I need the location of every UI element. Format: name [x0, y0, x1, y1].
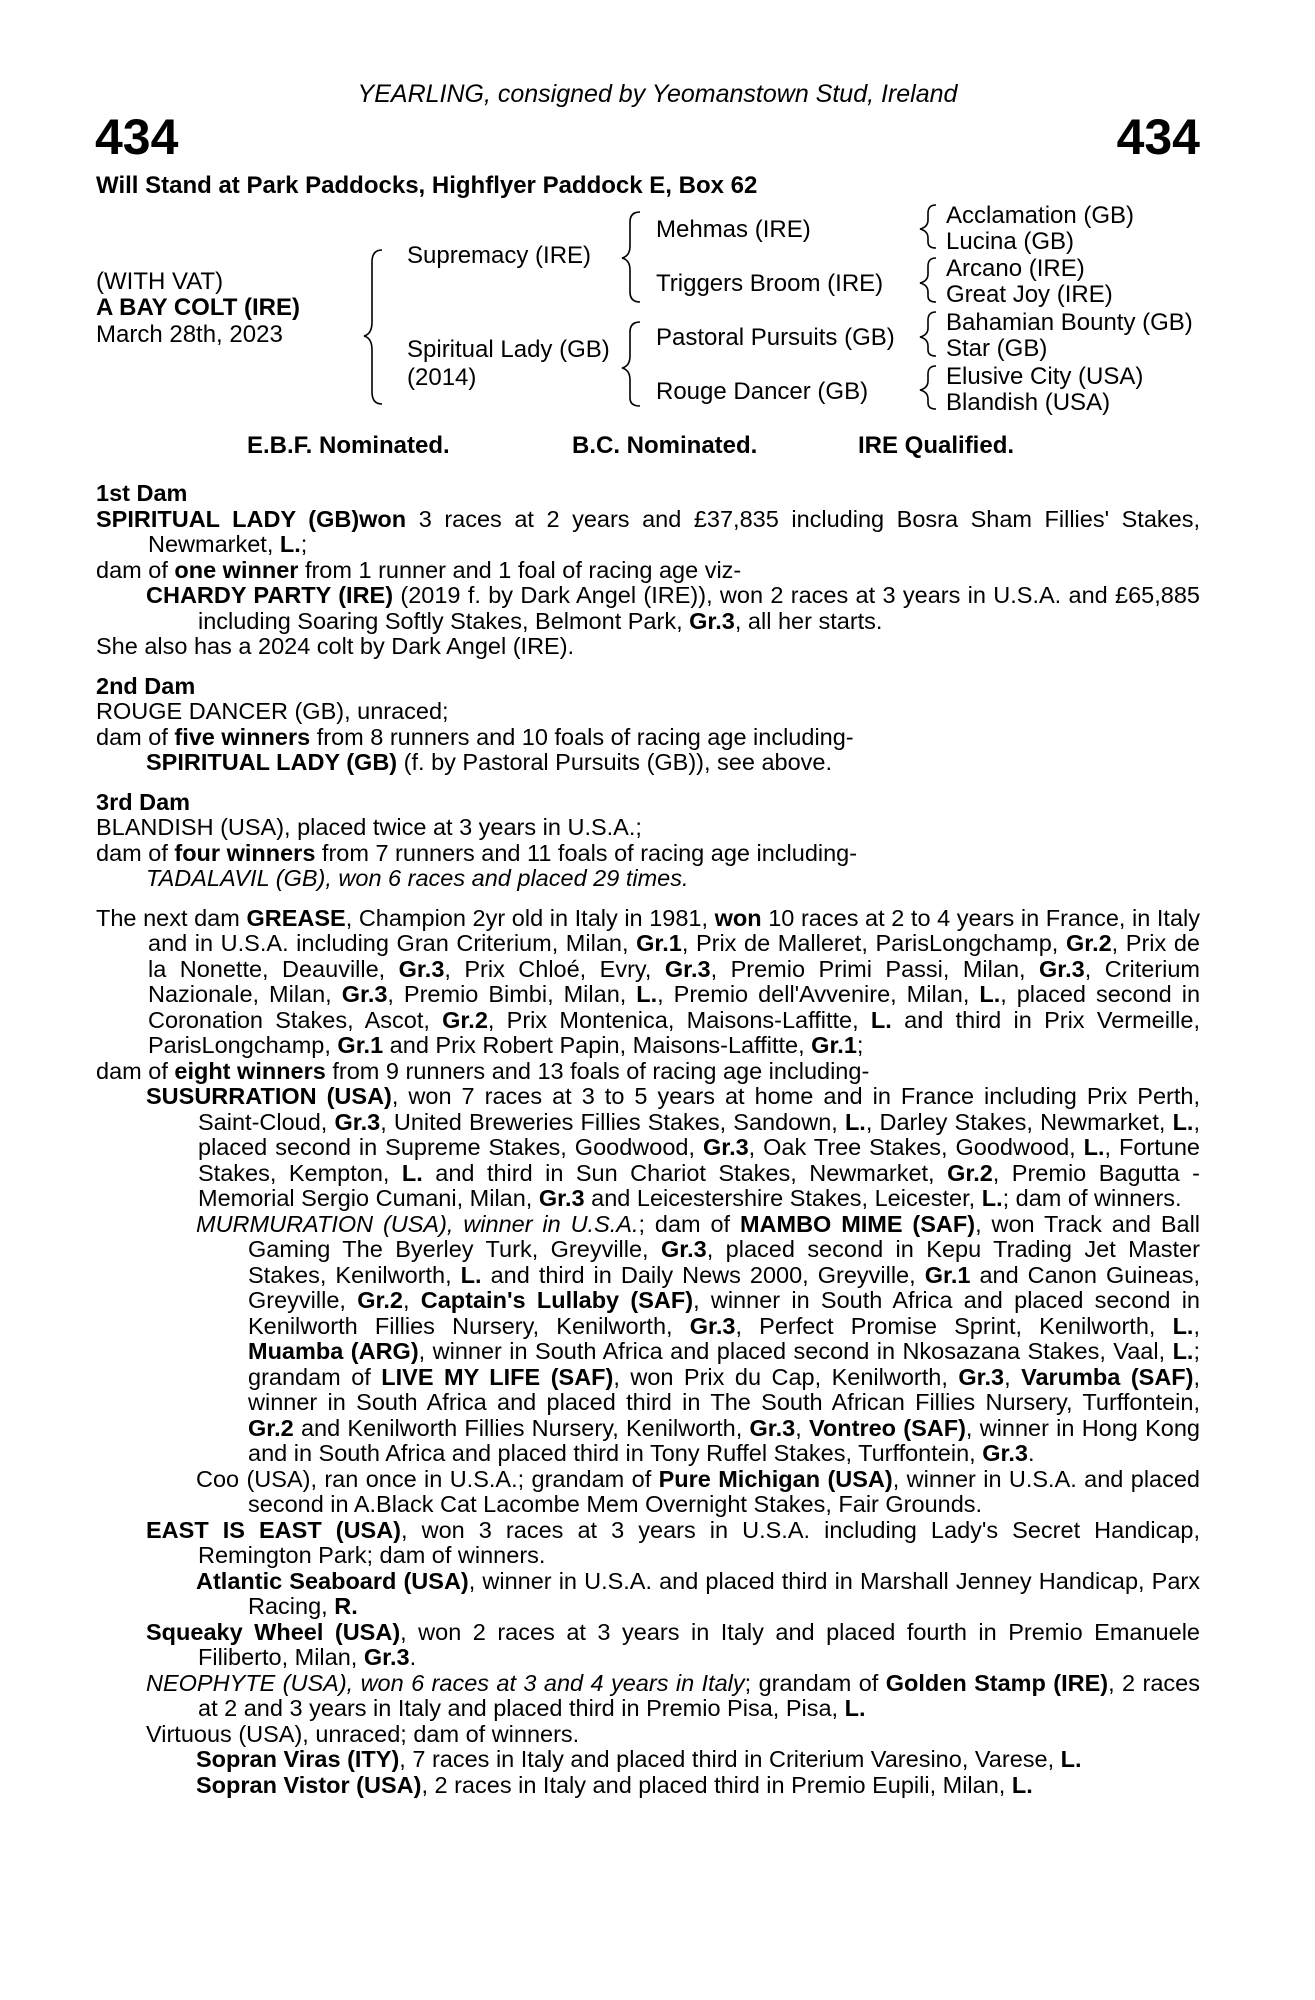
dam-name: Spiritual Lady (GB): [407, 336, 610, 363]
horse-name: Sopran Viras (ITY): [196, 1746, 400, 1772]
stabling-location: Will Stand at Park Paddocks, Highflyer Paddock E, Box 62: [96, 172, 758, 199]
ancestor-3: Arcano (IRE): [946, 255, 1085, 282]
lot-number-right: 434: [1116, 109, 1200, 165]
produce-entry: EAST IS EAST (USA), won 3 races at 3 years in U.S.A. including Lady's Secret Handicap, Remington Park; dam of winners.: [146, 1516, 1200, 1568]
ancestor-5: Bahamian Bounty (GB): [946, 309, 1193, 336]
lot-number-left: 434: [95, 109, 179, 165]
ancestor-2: Lucina (GB): [946, 228, 1075, 255]
produce-entry: Squeaky Wheel (USA), won 2 races at 3 years in Italy and placed fourth in Premio Emanuele Filiberto, Milan, Gr.3.: [146, 1618, 1200, 1670]
dam-dam: Rouge Dancer (GB): [656, 378, 869, 405]
ancestor-4: Great Joy (IRE): [946, 281, 1113, 308]
second-dam-produce-summary: dam of five winners from 8 runners and 10 foals of racing age including-: [96, 723, 854, 750]
produce-entry: Coo (USA), ran once in U.S.A.; grandam of Pure Michigan (USA), winner in U.S.A. and placed second in A.Black Cat Lacombe Mem Overnight Stakes, Fair Grounds.: [196, 1465, 1200, 1517]
next-dam-section: [96, 906, 1200, 1799]
first-dam-note: She also has a 2024 colt by Dark Angel (IRE).: [96, 633, 575, 659]
produce-entry: CHARDY PARTY (IRE) (2019 f. by Dark Angel (IRE)), won 2 races at 3 years in U.S.A. and £65,885 including Soaring Softly Stakes, Belmont Park, Gr.3, all her starts.: [146, 582, 1200, 634]
horse-name: CHARDY PARTY (IRE): [146, 582, 394, 608]
ebf-nominated: E.B.F. Nominated.: [247, 432, 450, 459]
sire-sire: Mehmas (IRE): [656, 216, 811, 243]
sire-name: Supremacy (IRE): [407, 242, 592, 269]
horse-name: NEOPHYTE (USA), won 6 races at 3 and 4 years in Italy: [146, 1669, 745, 1696]
first-dam-produce-summary: dam of one winner from 1 runner and 1 foal of racing age viz-: [96, 556, 742, 583]
produce-entry: SUSURRATION (USA), won 7 races at 3 to 5 years at home and in France including Prix Perth, Saint-Cloud, Gr.3, United Breweries Fillies Stakes, Sandown, L., Darley Stakes, Newmarket, L., placed second in Supreme Stakes, Goodwood, Gr.3, Oak Tree Stakes, Goodwood, L., Fortune Stakes, Kempton, L. and third in Sun Chariot Stakes, Newmarket, Gr.2, Premio Bagutta - Memorial Sergio Cumani, Milan, Gr.3 and Leicestershire Stakes, Leicester, L.; dam of winners.: [146, 1083, 1201, 1211]
horse-name: Sopran Vistor (USA): [196, 1771, 422, 1798]
produce-entry: Atlantic Seaboard (USA), winner in U.S.A. and placed third in Marshall Jenney Handicap, Parx Racing, R.: [196, 1567, 1200, 1619]
ire-qualified: IRE Qualified.: [858, 432, 1015, 459]
horse-name: SPIRITUAL LADY (GB): [96, 505, 360, 532]
produce-entry: Virtuous (USA), unraced; dam of winners.: [146, 1720, 580, 1747]
ancestor-8: Blandish (USA): [946, 389, 1111, 416]
produce-entry: NEOPHYTE (USA), won 6 races at 3 and 4 years in Italy; grandam of Golden Stamp (IRE), 2 races at 2 and 3 years in Italy and placed third in Premio Pisa, Pisa, L.: [146, 1669, 1200, 1721]
next-dam-produce-summary: dam of eight winners from 9 runners and 13 foals of racing age including-: [96, 1057, 870, 1084]
third-dam-section: [96, 790, 1200, 892]
horse-name: Squeaky Wheel (USA): [146, 1618, 401, 1645]
consignor-line: YEARLING, consigned by Yeomanstown Stud, Ireland: [357, 80, 958, 108]
sire-dam: Triggers Broom (IRE): [656, 270, 884, 297]
horse-name: MURMURATION (USA), winner in U.S.A.: [196, 1210, 639, 1237]
first-dam-section: [96, 481, 1200, 660]
horse-name: SUSURRATION (USA): [146, 1083, 392, 1109]
vat-note: (WITH VAT): [96, 268, 224, 295]
produce-entry: TADALAVIL (GB), won 6 races and placed 29 times.: [146, 865, 689, 891]
foaling-date: March 28th, 2023: [96, 321, 283, 348]
second-dam-heading: 2nd Dam: [96, 672, 196, 699]
produce-entry: Sopran Vistor (USA), 2 races in Italy and placed third in Premio Eupili, Milan, L.: [196, 1771, 1033, 1798]
horse-name: SPIRITUAL LADY (GB): [146, 749, 398, 775]
produce-entry: Sopran Viras (ITY), 7 races in Italy and placed third in Criterium Varesino, Varese, L.: [196, 1746, 1082, 1772]
lot-title: A BAY COLT (IRE): [96, 294, 301, 321]
bc-nominated: B.C. Nominated.: [572, 432, 758, 459]
ancestor-6: Star (GB): [946, 335, 1048, 362]
third-dam-produce-summary: dam of four winners from 7 runners and 11 foals of racing age including-: [96, 839, 858, 866]
horse-name: EAST IS EAST (USA): [146, 1516, 402, 1543]
next-dam-record: The next dam GREASE, Champion 2yr old in Italy in 1981, won 10 races at 2 to 4 years in France, in Italy and in U.S.A. including Gran Criterium, Milan, Gr.1, Prix de Malleret, ParisLongchamp, Gr.2, Prix de la Nonette, Deauville, Gr.3, Prix Chloé, Evry, Gr.3, Premio Primi Passi, Milan, Gr.3, Criterium Nazionale, Milan, Gr.3, Premio Bimbi, Milan, L., Premio dell'Avvenire, Milan, L., placed second in Coronation Stakes, Ascot, Gr.2, Prix Montenica, Maisons-Laffitte, L. and third in Prix Vermeille, ParisLongchamp, Gr.1 and Prix Robert Papin, Maisons-Laffitte, Gr.1;: [96, 904, 1201, 1058]
ancestor-1: Acclamation (GB): [946, 202, 1135, 229]
horse-name: GREASE: [246, 904, 346, 931]
dam-year: (2014): [407, 364, 477, 391]
horse-name: Atlantic Seaboard (USA): [196, 1567, 469, 1594]
third-dam-record: BLANDISH (USA), placed twice at 3 years in U.S.A.;: [96, 814, 642, 840]
second-dam-section: [96, 674, 1200, 776]
dam-notes: [96, 481, 1200, 1798]
second-dam-record: ROUGE DANCER (GB), unraced;: [96, 698, 449, 724]
first-dam-record: SPIRITUAL LADY (GB)won 3 races at 2 years and £37,835 including Bosra Sham Fillies' Stakes, Newmarket, L.;: [96, 505, 1200, 557]
third-dam-heading: 3rd Dam: [96, 788, 191, 815]
ancestor-7: Elusive City (USA): [946, 363, 1144, 390]
produce-entry: MURMURATION (USA), winner in U.S.A.; dam of MAMBO MIME (SAF), won Track and Ball Gaming The Byerley Turk, Greyville, Gr.3, placed second in Kepu Trading Jet Master Stakes, Kenilworth, L. and third in Daily News 2000, Greyville, Gr.1 and Canon Guineas, Greyville, Gr.2, Captain's Lullaby (SAF), winner in South Africa and placed second in Kenilworth Fillies Nursery, Kenilworth, Gr.3, Perfect Promise Sprint, Kenilworth, L., Muamba (ARG), winner in South Africa and placed second in Nkosazana Stakes, Vaal, L.; grandam of LIVE MY LIFE (SAF), won Prix du Cap, Kenilworth, Gr.3, Varumba (SAF), winner in South Africa and placed third in The South African Fillies Nursery, Turffontein, Gr.2 and Kenilworth Fillies Nursery, Kenilworth, Gr.3, Vontreo (SAF), winner in Hong Kong and in South Africa and placed third in Tony Ruffel Stakes, Turffontein, Gr.3.: [196, 1210, 1201, 1466]
dam-sire: Pastoral Pursuits (GB): [656, 324, 895, 351]
first-dam-heading: 1st Dam: [96, 480, 188, 506]
produce-entry: SPIRITUAL LADY (GB) (f. by Pastoral Pursuits (GB)), see above.: [146, 749, 833, 775]
